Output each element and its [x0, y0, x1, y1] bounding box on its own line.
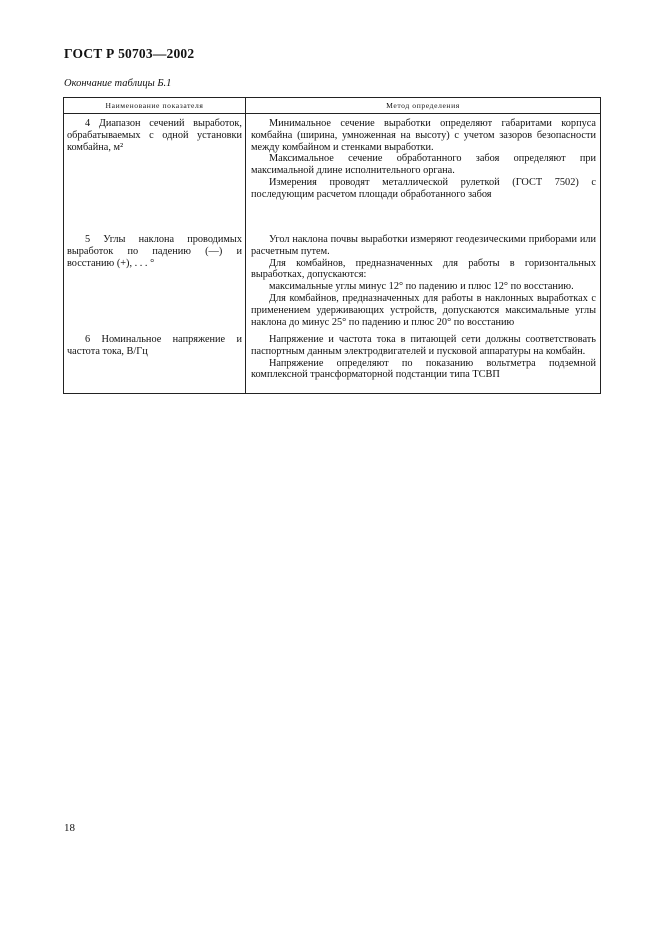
method-paragraph: Напряжение и частота тока в питающей сети должны соответствовать паспортным данным электродвигателей и пусковой аппаратуры на комбайн.: [251, 334, 596, 357]
indicators-table: [63, 97, 601, 394]
method-paragraph: Минимальное сечение выработки определяют габаритами корпуса комбайна (ширина, умноженная на высоту) с учетом зазоров безопасности между комбайном и стенками выработки.: [251, 118, 596, 153]
table-header-row: [64, 98, 601, 114]
method-paragraph: Измерения проводят металлической рулеткой (ГОСТ 7502) с последующим расчетом площади обработанного забоя: [251, 176, 596, 200]
method-paragraph: Максимальное сечение обработанного забоя определяют при максимальной длине исполнительного органа.: [251, 153, 596, 177]
column-header-indicator: Наименование показателя: [64, 98, 246, 114]
column-header-method: Метод определения: [246, 98, 601, 114]
indicator-name: 6 Номинальное напряжение и частота тока, В/Гц: [67, 334, 242, 357]
method-cell: [246, 230, 601, 330]
indicator-name: 5 Углы наклона проводимых выработок по падению (—) и восстанию (+), . . . °: [67, 234, 242, 269]
indicator-cell: [64, 330, 246, 394]
method-cell: [246, 114, 601, 231]
page-number: 18: [64, 822, 75, 834]
table-caption: Окончание таблицы Б.1: [64, 78, 172, 89]
method-paragraph: Для комбайнов, предназначенных для работы в наклонных выработках с применением удерживающих устройств, допускаются максимальные углы наклона до минус 25° по падению и плюс 20° по восстанию: [251, 292, 596, 328]
table-row: [64, 330, 601, 394]
method-cell: [246, 330, 601, 394]
method-paragraph: максимальные углы минус 12° по падению и плюс 12° по восстанию.: [269, 281, 574, 293]
indicator-cell: [64, 114, 246, 231]
indicator-name: 4 Диапазон сечений выработок, обрабатываемых с одной установки комбайна, м²: [67, 118, 242, 153]
table-row: [64, 230, 601, 330]
table-row: [64, 114, 601, 231]
document-code: ГОСТ Р 50703—2002: [64, 46, 195, 61]
method-paragraph: Напряжение определяют по показанию вольтметра подземной комплексной трансформаторной подстанции типа ТСВП: [251, 357, 596, 381]
indicator-cell: [64, 230, 246, 330]
method-paragraph: Для комбайнов, предназначенных для работы в горизонтальных выработках, допускаются:: [251, 257, 596, 281]
method-paragraph: Угол наклона почвы выработки измеряют геодезическими приборами или расчетным путем.: [251, 234, 596, 257]
